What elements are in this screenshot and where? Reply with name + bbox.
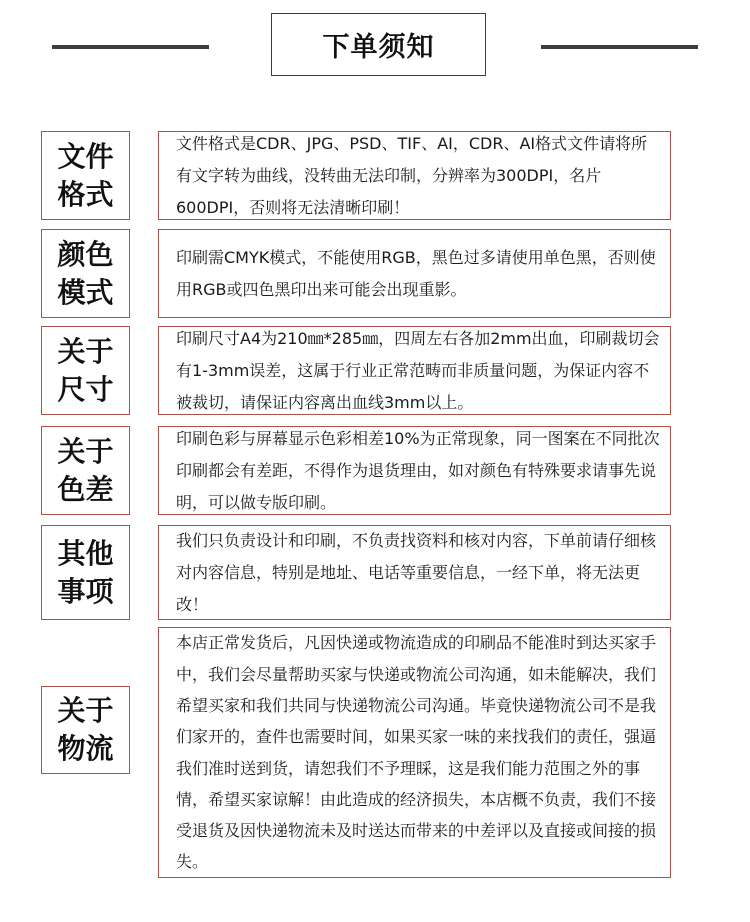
- section-label-line1: 其他: [57, 536, 114, 570]
- header-divider-left: [52, 45, 209, 49]
- section-label-line2: 尺寸: [57, 372, 114, 406]
- section-text-size: [158, 326, 671, 415]
- section-label-color-difference: [41, 426, 130, 515]
- section-label-line1: 颜色: [57, 237, 114, 271]
- page-title: 下单须知: [271, 13, 486, 76]
- section-label-line1: 关于: [57, 334, 114, 368]
- section-body: 印刷色彩与屏幕显示色彩相差10%为正常现象，同一图案在不同批次印刷都会有差距，不得作为退货理由，如对颜色有特殊要求请事先说明，可以做专版印刷。: [176, 428, 660, 512]
- section-label-logistics: [41, 686, 130, 774]
- header-divider-right: [541, 45, 698, 49]
- section-text-color-difference: [158, 426, 671, 515]
- section-text-other-matters: [158, 525, 671, 620]
- section-body: 印刷需CMYK模式，不能使用RGB，黑色过多请使用单色黑，否则使用RGB或四色黑印出来可能会出现重影。: [176, 247, 656, 299]
- section-label-line2: 色差: [57, 472, 114, 506]
- section-body: 文件格式是CDR、JPG、PSD、TIF、AI，CDR、AI格式文件请将所有文字转为曲线，没转曲无法印制，分辨率为300DPI，名片600DPI，否则将无法清晰印刷！: [176, 133, 648, 217]
- section-body: 印刷尺寸A4为210㎜*285㎜，四周左右各加2mm出血，印刷裁切会有1-3mm误差，这属于行业正常范畴而非质量问题，为保证内容不被裁切，请保证内容离出血线3mm以上。: [176, 328, 660, 412]
- section-label-line1: 关于: [57, 434, 114, 468]
- section-label-line2: 模式: [57, 275, 114, 309]
- section-label-line1: 关于: [57, 694, 114, 727]
- section-body: 本店正常发货后，凡因快递或物流造成的印刷品不能准时到达买家手中，我们会尽量帮助买家与快递或物流公司沟通，如未能解决，我们希望买家和我们共同与快递物流公司沟通。毕竟快递物流公司不是我们家开的，查件也需要时间，如果买家一味的来找我们的责任，强逼我们准时送到货，请恕我们不予理睬，这是我们能力范围之外的事情，希望买家谅解！由此造成的经济损失，本店概不负责，我们不接受退货及因快递物流未及时送达而带来的中差评以及直接或间接的损失。: [176, 633, 657, 872]
- section-label-line2: 事项: [57, 574, 114, 608]
- section-label-line1: 文件: [57, 139, 114, 173]
- section-label-color-mode: [41, 229, 130, 318]
- section-label-size: [41, 326, 130, 415]
- section-label-file-format: [41, 131, 130, 220]
- section-text-color-mode: [158, 229, 671, 318]
- section-label-line2: 格式: [57, 177, 114, 211]
- section-text-logistics: [158, 627, 671, 878]
- section-body: 我们只负责设计和印刷，不负责找资料和核对内容，下单前请仔细核对内容信息，特别是地址、电话等重要信息，一经下单，将无法更改！: [176, 530, 657, 614]
- section-text-file-format: [158, 131, 671, 220]
- section-label-other-matters: [41, 525, 130, 620]
- section-label-line2: 物流: [57, 732, 114, 765]
